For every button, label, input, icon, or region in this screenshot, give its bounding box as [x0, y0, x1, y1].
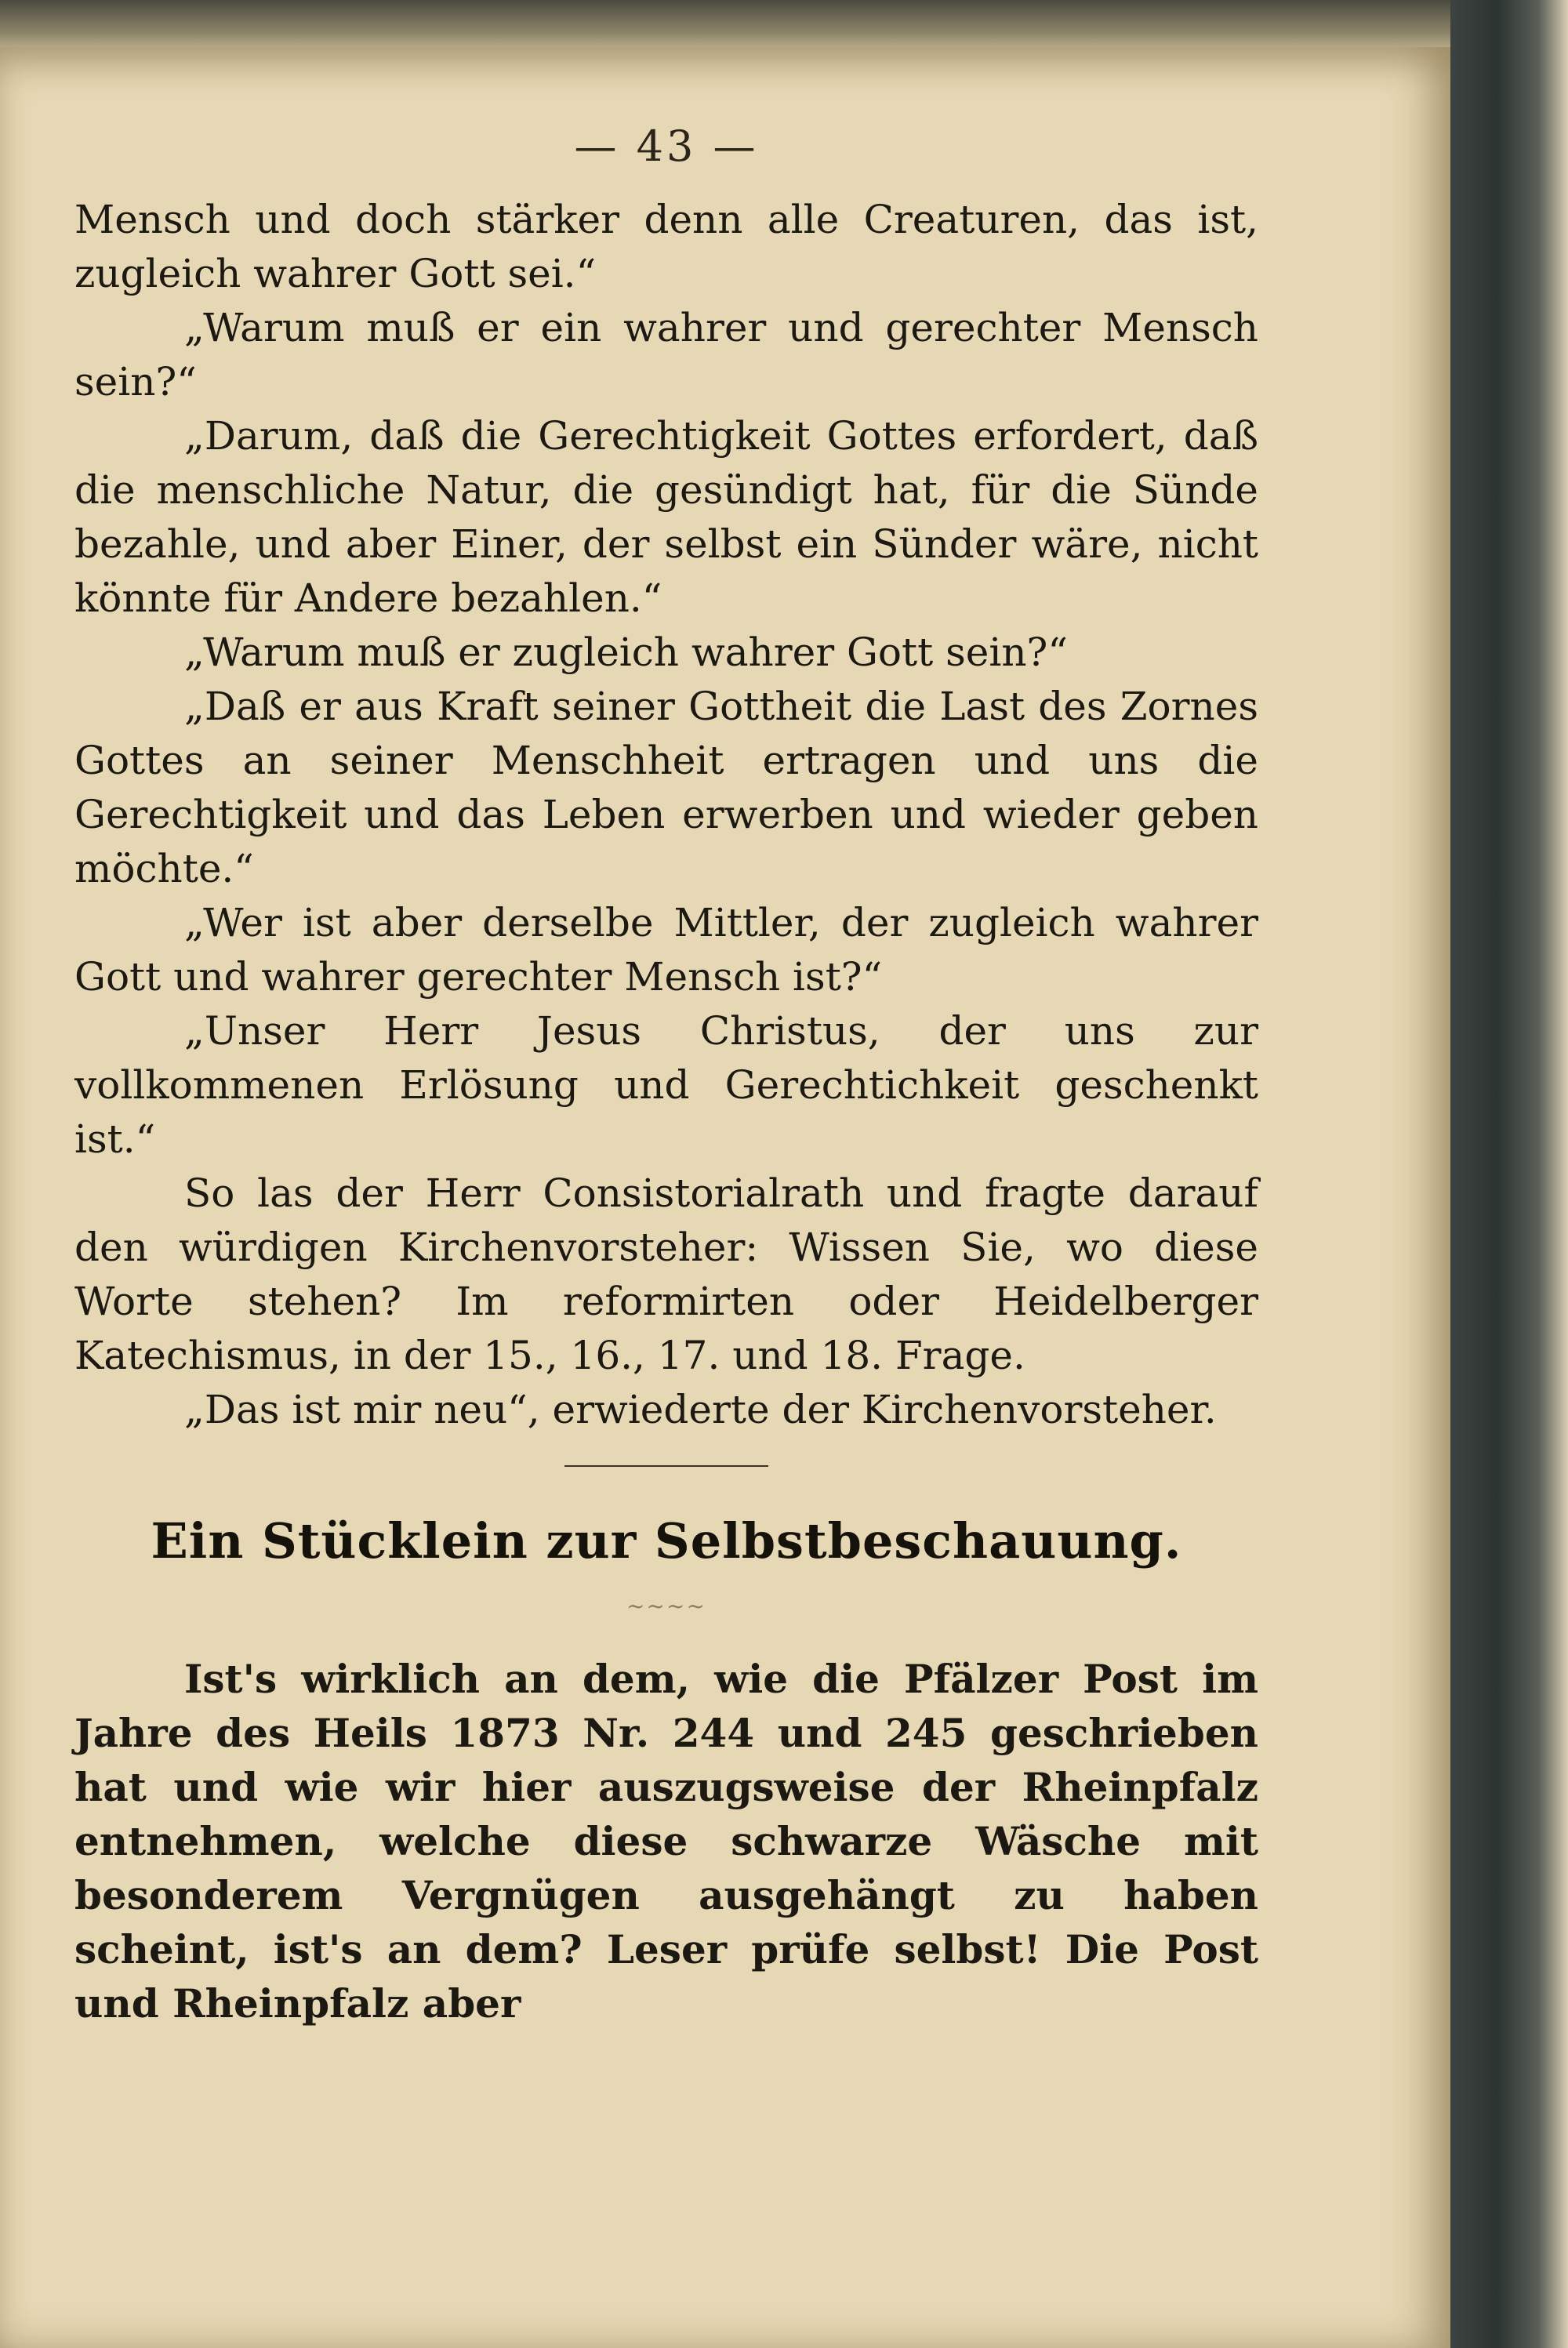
ornament-divider: ~~~~ — [626, 1593, 706, 1619]
paragraph: „Wer ist aber derselbe Mittler, der zugleich wahrer Gott und wahrer gerechter Mensch ist?“ — [74, 900, 1258, 1000]
paragraph: So las der Herr Consistorialrath und fragte darauf den würdigen Kirchenvorsteher: Wissen Sie, wo diese Worte stehen? Im reformirten oder Heidelberger Katechismus, in der 15., 16., 17. und 18. Frage. — [74, 1170, 1258, 1378]
book-page — [0, 47, 1450, 2348]
page-content — [74, 122, 1258, 2030]
section-heading: Ein Stücklein zur Selbstbeschauung. — [151, 1512, 1182, 1570]
section-divider — [564, 1465, 768, 1467]
paragraph: Mensch und doch stärker denn alle Creaturen, das ist, zugleich wahrer Gott sei.“ — [74, 197, 1258, 296]
book-spine-edge — [1450, 0, 1568, 2348]
section-paragraph: Ist's wirklich an dem, wie die Pfälzer Post im Jahre des Heils 1873 Nr. 244 und 245 geschrieben hat und wie wir hier auszugsweise der Rheinpfalz entnehmen, welche diese schwarze Wäsche mit besonderem Vergnügen ausgehängt zu haben scheint, ist's an dem? Leser prüfe selbst! Die Post und Rheinpfalz aber — [74, 1656, 1258, 2027]
paragraph: „Warum muß er ein wahrer und gerechter Mensch sein?“ — [74, 305, 1258, 405]
paragraph: „Unser Herr Jesus Christus, der uns zur vollkommenen Erlösung und Gerechtichkeit geschenkt ist.“ — [74, 1008, 1258, 1162]
paragraph: „Darum, daß die Gerechtigkeit Gottes erfordert, daß die menschliche Natur, die gesündigt hat, für die Sünde bezahle, und aber Einer, der selbst ein Sünder wäre, nicht könnte für Andere bezahlen.“ — [74, 413, 1258, 621]
paragraph: „Das ist mir neu“, erwiederte der Kirchenvorsteher. — [184, 1387, 1217, 1432]
paragraph: „Daß er aus Kraft seiner Gottheit die Last des Zornes Gottes an seiner Menschheit ertragen und uns die Gerechtigkeit und das Leben erwerben und wieder geben möchte.“ — [74, 684, 1258, 891]
page-number: — 43 — — [574, 122, 759, 171]
paragraph: „Warum muß er zugleich wahrer Gott sein?“ — [184, 630, 1068, 675]
